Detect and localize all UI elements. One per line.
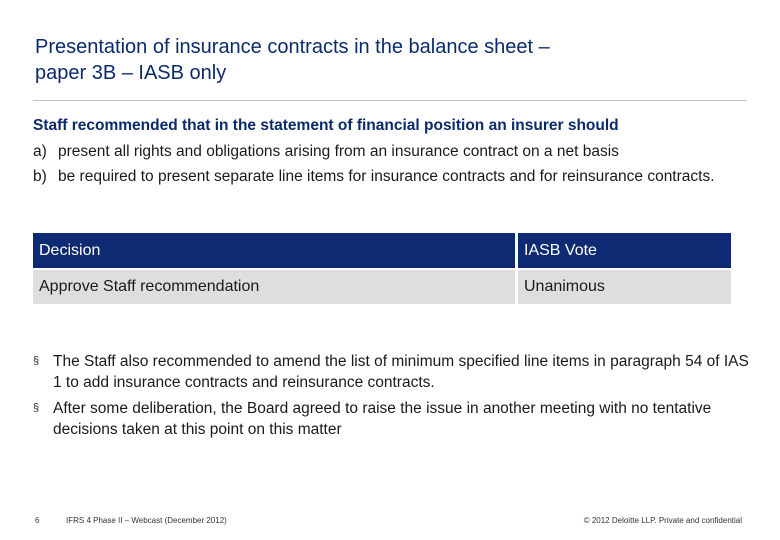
bullet-item xyxy=(33,351,753,393)
table-cell-decision: Approve Staff recommendation xyxy=(33,270,518,304)
slide-title-line-2: paper 3B – IASB only xyxy=(35,62,227,84)
slide-footer xyxy=(0,514,780,532)
bullet-marker: § xyxy=(33,355,40,367)
recommendation-list xyxy=(33,142,753,192)
table-header-row xyxy=(33,233,731,270)
footer-copyright: © 2012 Deloitte LLP. Private and confidential xyxy=(583,516,742,525)
bullet-list xyxy=(33,351,753,445)
column-header-decision: Decision xyxy=(33,233,518,270)
list-item-text: present all rights and obligations arising from an insurance contract on a net basis xyxy=(58,143,619,160)
table-row xyxy=(33,270,731,304)
slide-title-line-1: Presentation of insurance contracts in the balance sheet – xyxy=(35,36,550,58)
slide-title xyxy=(35,34,755,86)
title-divider xyxy=(33,100,746,101)
footer-source: IFRS 4 Phase II – Webcast (December 2012) xyxy=(66,516,227,525)
bullet-marker: § xyxy=(33,402,40,414)
list-marker: b) xyxy=(33,168,47,185)
list-marker: a) xyxy=(33,143,47,160)
bullet-text: The Staff also recommended to amend the list of minimum specified line items in paragraph 54 of IAS 1 to add insurance contracts and reinsurance contracts. xyxy=(53,353,749,391)
column-header-vote: IASB Vote xyxy=(518,233,731,270)
intro-text: Staff recommended that in the statement of financial position an insurer should xyxy=(33,117,619,134)
bullet-text: After some deliberation, the Board agreed to raise the issue in another meeting with no tentative decisions taken at this point on this matter xyxy=(53,400,712,438)
table-cell-vote: Unanimous xyxy=(518,270,731,304)
page-number: 6 xyxy=(35,516,40,525)
list-item-text: be required to present separate line items for insurance contracts and for reinsurance contracts. xyxy=(58,168,715,185)
list-item xyxy=(33,167,753,187)
list-item xyxy=(33,142,753,162)
bullet-item xyxy=(33,398,753,440)
decision-table xyxy=(33,233,731,304)
